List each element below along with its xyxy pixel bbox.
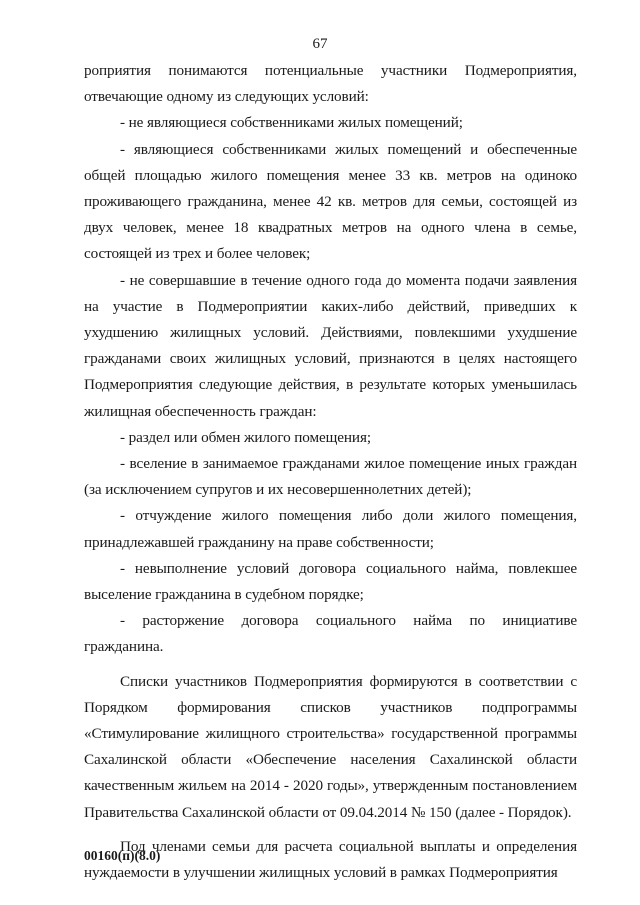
document-code: 00160(п)(8.0) bbox=[84, 848, 161, 863]
list-item-eviction: - невыполнение условий договора социального найма, повлекшее выселение гражданина в судебном порядке; bbox=[84, 559, 577, 604]
page-number: 67 bbox=[312, 36, 328, 52]
list-item-not-owners: - не являющиеся собственниками жилых помещений; bbox=[120, 114, 463, 132]
paragraph-continuation: роприятия понимаются потенциальные участники Подмероприятия, отвечающие одному из следующих условий: bbox=[84, 62, 577, 106]
paragraph-family-members: Под членами семьи для расчета социальной выплаты и определения нуждаемости в улучшении жилищных условий в рамках Подмероприятия bbox=[84, 837, 577, 882]
list-item-division: - раздел или обмен жилого помещения; bbox=[120, 428, 371, 446]
list-item-no-worsening: - не совершавшие в течение одного года до момента подачи заявления на участие в Подмероприятии каких-либо действий, приведших к ухудшению жилищных условий. Действиями, повлекшими ухудшение гражданами своих жилищных условий, признаются в целях настоящего Подмероприятия следующие действия, в результате которых уменьшилась жилищная обеспеченность граждан: bbox=[84, 271, 577, 420]
paragraph-lists-formation: Списки участников Подмероприятия формируются в соответствии с Порядком формирования списков участников подпрограммы «Стимулирование жилищного строительства» государственной программы Сахалинской области «Обеспечение населения Сахалинской области качественным жильем на 2014 - 2020 годы», утвержденным постановлением Правительства Сахалинской области от 09.04.2014 № 150 (далее - Порядок). bbox=[84, 672, 577, 821]
list-item-owners-area: - являющиеся собственниками жилых помещений и обеспеченные общей площадью жилого помещения менее 33 кв. метров на одиноко проживающего гражданина, менее 42 кв. метров для семьи, состоящей из двух человек, менее 18 квадратных метров на одного члена в семье, состоящей из трех и более человек; bbox=[84, 140, 577, 263]
list-item-moving-in: - вселение в занимаемое гражданами жилое помещение иных граждан (за исключением супругов и их несовершеннолетних детей); bbox=[84, 455, 577, 499]
list-item-alienation: - отчуждение жилого помещения либо доли жилого помещения, принадлежавшей гражданину на праве собственности; bbox=[84, 507, 577, 551]
body-text bbox=[84, 58, 577, 886]
list-item-termination: - расторжение договора социального найма по инициативе гражданина. bbox=[84, 612, 577, 656]
